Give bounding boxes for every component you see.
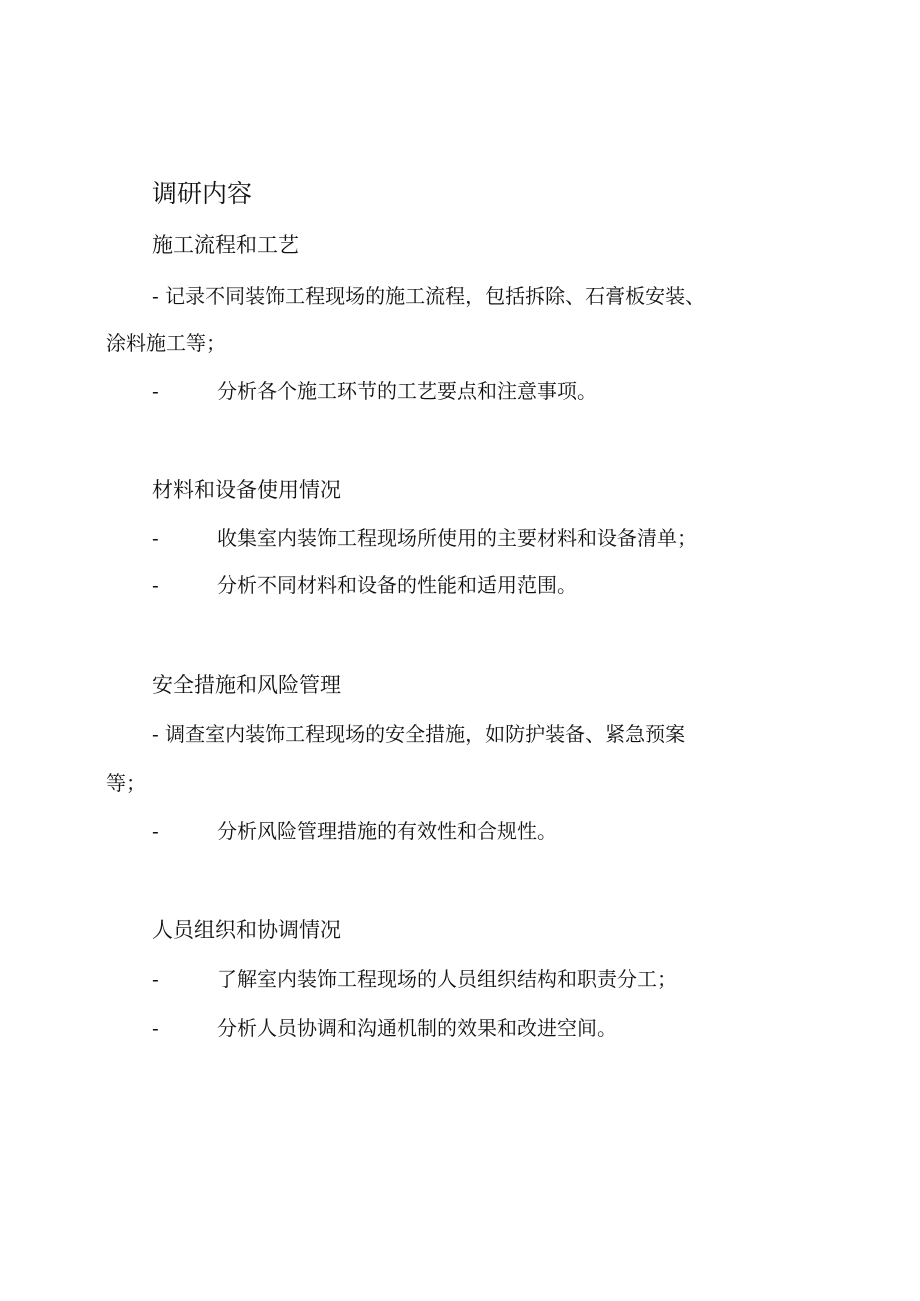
document-title: 调研内容	[152, 179, 253, 208]
paragraph-line: - 调查室内装饰工程现场的安全措施，如防护装备、紧急预案	[152, 722, 686, 746]
paragraph-line-continuation: 涂料施工等；	[106, 331, 226, 355]
section-heading-materials-equipment: 材料和设备使用情况	[152, 478, 341, 502]
bullet-dash: -	[152, 379, 159, 403]
bullet-dash: -	[152, 819, 159, 843]
bullet-text: 分析各个施工环节的工艺要点和注意事项。	[217, 379, 597, 403]
bullet-text: 分析不同材料和设备的性能和适用范围。	[217, 573, 577, 597]
paragraph-line-continuation: 等；	[106, 771, 146, 795]
section-heading-construction-process: 施工流程和工艺	[152, 233, 299, 257]
paragraph-line: - 记录不同装饰工程现场的施工流程，包括拆除、石膏板安装、	[152, 284, 706, 308]
bullet-dash: -	[152, 573, 159, 597]
bullet-text: 了解室内装饰工程现场的人员组织结构和职责分工；	[217, 967, 677, 991]
bullet-text: 收集室内装饰工程现场所使用的主要材料和设备清单；	[217, 526, 697, 550]
bullet-dash: -	[152, 1016, 159, 1040]
section-heading-safety-risk: 安全措施和风险管理	[152, 673, 341, 697]
section-heading-personnel-coordination: 人员组织和协调情况	[152, 918, 341, 942]
bullet-text: 分析人员协调和沟通机制的效果和改进空间。	[217, 1016, 617, 1040]
bullet-text: 分析风险管理措施的有效性和合规性。	[217, 819, 557, 843]
bullet-dash: -	[152, 526, 159, 550]
bullet-dash: -	[152, 967, 159, 991]
